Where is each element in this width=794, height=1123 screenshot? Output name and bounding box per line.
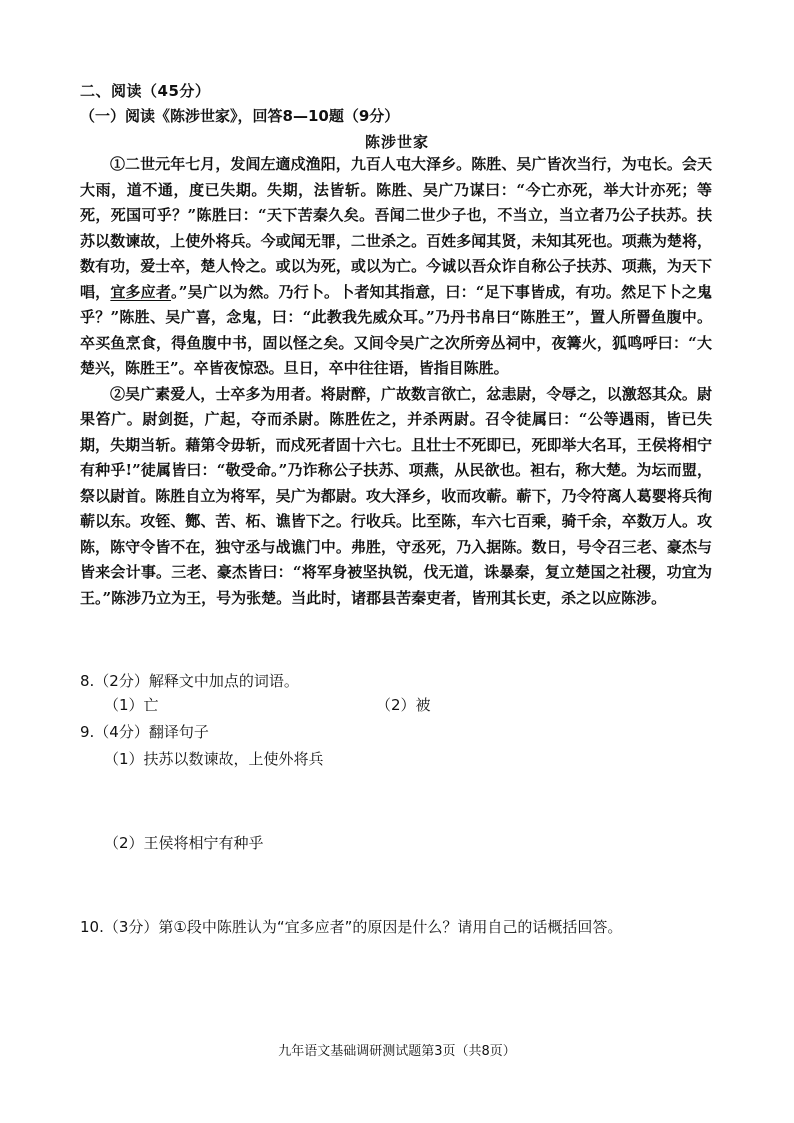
paragraph-2: ②吴广素爱人，士卒多为用者。将尉醉，广故数言欲亡，忿恚尉，令辱之，以激怒其众。尉果笞广。尉剑挺，广起，夺而杀尉。陈胜佐之，并杀两尉。召令徒属曰：“公等遇雨，皆已失期，失期当斩。藉第令毋斩，而戍死者固十六七。且壮士不死即已，死即举大名耳，王侯将相宁有种乎!”徒属皆曰：“敬受命。”乃诈称公子扶苏、项燕，从民欲也。袒右，称大楚。为坛而盟，祭以尉首。陈胜自立为将军，吴广为都尉。攻大泽乡，收而攻蕲。蕲下，乃令符离人葛婴将兵徇蕲以东。攻铚、酂、苦、柘、谯皆下之。行收兵。比至陈，车六七百乘，骑千余，卒数万人。攻陈，陈守令皆不在，独守丞与战谯门中。弗胜，守丞死，乃入据陈。数日，号令召三老、豪杰与皆来会计事。三老、豪杰皆曰：“将军身被坚执锐，伐无道，诛暴秦，复立楚国之社稷，功宜为王。”陈涉乃立为王，号为张楚。当此时，诸郡县苦秦吏者，皆刑其长吏，杀之以应陈涉。	[80, 384, 712, 607]
question-9-item-2: （2）王侯将相宁有种乎	[104, 834, 264, 852]
section-title: 二、阅读（45分）	[80, 82, 211, 100]
question-8-item-1: （1）亡	[104, 696, 159, 714]
passage	[80, 152, 712, 611]
underlined-phrase: 宜多应者	[110, 282, 172, 301]
question-9-item-1: （1）扶苏以数谏故，上使外将兵	[104, 750, 324, 768]
question-8: 8.（2分）解释文中加点的词语。	[80, 672, 299, 690]
page-footer: 九年语文基础调研测试题第3页（共8页）	[278, 1044, 516, 1059]
question-8-item-2: （2）被	[376, 696, 431, 714]
paragraph-1-part-a: ①二世元年七月，发闾左適戍渔阳，九百人屯大泽乡。陈胜、吴广皆次当行，为屯长。会天大雨，道不通，度已失期。失期，法皆斩。陈胜、吴广乃谋曰：“今亡亦死，举大计亦死；等死，死国可乎？”陈胜曰：“天下苦秦久矣。吾闻二世少子也，不当立，当立者乃公子扶苏。扶苏以数谏故，上使外将兵。今或闻无罪，二世杀之。百姓多闻其贤，未知其死也。项燕为楚将，数有功，爱士卒，楚人怜之。或以为死，或以为亡。今诚以吾众诈自称公子扶苏、项燕，为天下唱，	[80, 155, 712, 301]
paragraph-1-part-b: 。”吴广以为然。乃行卜。卜者知其指意，曰：“足下事皆成，有功。然足下卜之鬼乎？”陈胜、吴广喜，念鬼，曰：“此教我先威众耳。”乃丹书帛曰“陈胜王”，置人所罾鱼腹中。卒买鱼烹食，得鱼腹中书，固以怪之矣。又间令吴广之次所旁丛祠中，夜篝火，狐鸣呼曰：“大楚兴，陈胜王”。卒皆夜惊恐。旦日，卒中往往语，皆指目陈胜。	[80, 282, 712, 377]
paragraph-1	[80, 152, 712, 382]
essay-title: 陈涉世家	[364, 133, 429, 151]
question-9: 9.（4分）翻译句子	[80, 723, 209, 741]
reading-subtitle: （一）阅读《陈涉世家》，回答8—10题（9分）	[80, 107, 400, 125]
question-10: 10.（3分）第①段中陈胜认为“宜多应者”的原因是什么？请用自己的话概括回答。	[80, 918, 623, 936]
